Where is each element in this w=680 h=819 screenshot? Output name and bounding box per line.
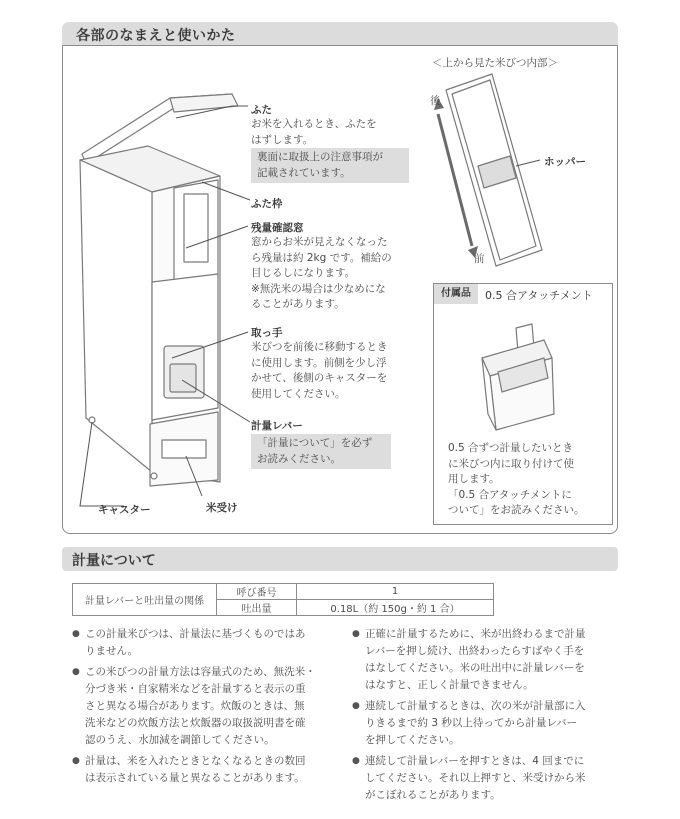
table-cell-value: 0.18L（約 150g・約 1 合） xyxy=(297,600,494,616)
label-window: 残量確認窓 xyxy=(251,222,304,234)
notes-left-column xyxy=(72,626,347,791)
label-tray: 米受け xyxy=(206,502,238,514)
measurement-section-title: 計量について xyxy=(72,553,156,569)
notes-right-column xyxy=(352,626,622,808)
desc-lid: お米を入れるとき、ふたを はずします。 xyxy=(251,118,377,146)
front-label: 前 xyxy=(474,253,485,265)
label-caster: キャスター xyxy=(98,504,151,516)
list-item: ● この計量米びつは、計量法に基づくものではあ りません。 xyxy=(72,626,347,660)
label-lid-frame: ふた枠 xyxy=(251,198,283,210)
table-cell-value: 1 xyxy=(297,584,494,600)
table-cell-label: 吐出量 xyxy=(217,600,297,616)
table-cell-label: 呼び番号 xyxy=(217,584,297,600)
attachment-illustration xyxy=(474,318,584,436)
accessory-desc: 0.5 合ずつ計量したいとき に米びつ内に取り付けて使 用します。 「0.5 合アタッチメントに ついて」をお読みください。 xyxy=(448,442,585,516)
note-lever: 「計量について」を必ず お読みください。 xyxy=(251,434,391,469)
hopper-label: ホッパー xyxy=(544,156,586,168)
list-item: ● 計量は、米を入れたときとなくなるときの数回 は表示されている量と異なることがあります。 xyxy=(72,753,347,787)
table-row xyxy=(73,584,494,600)
label-handle: 取っ手 xyxy=(251,327,283,339)
measurement-table xyxy=(72,583,494,616)
parts-section-title: 各部のなまえと使いかた xyxy=(76,28,236,44)
top-view-caption: ＜上から見た米びつ内部＞ xyxy=(432,57,558,69)
top-view-diagram xyxy=(420,70,610,270)
label-lever: 計量レバー xyxy=(251,420,303,432)
desc-window: 窓からお米が見えなくなった ら残量は約 2kg です。補給の 目じるしになります。 ※無洗米の場合は少なめにな ることがあります。 xyxy=(251,236,392,310)
back-label: 後 xyxy=(430,95,441,107)
note-lid: 裏面に取扱上の注意事項が 記載されています。 xyxy=(251,148,409,183)
list-item: ● 連続して計量するときは、次の米が計量部に入 りきるまで約 3 秒以上待ってから計量レバー を押してください。 xyxy=(352,698,622,749)
list-item: ● 連続して計量レバーを押すときは、4 回までに してください。それ以上押すと、米受けから米 がこぼれることがあります。 xyxy=(352,753,622,804)
list-item: ● 正確に計量するために、米が出終わるまで計量 レバーを押し続け、出終わったらすばやく手を はなしてください。米の吐出中に計量レバーを はなすと、正しく計量できません。 xyxy=(352,626,622,694)
list-item: ● この米びつの計量方法は容量式のため、無洗米・ 分づき米・自家精米などを計量すると表示の重 さと異なる場合があります。炊飯のときは、無 洗米などの炊飯方法と炊飯器の取扱説明書を確 認のうえ、水加減を調節してください。 xyxy=(72,664,347,749)
accessory-title: 0.5 合アタッチメント xyxy=(485,289,593,302)
label-lid: ふた xyxy=(251,104,272,116)
desc-handle: 米びつを前後に移動するとき に使用します。前側を少し浮 かせて、後側のキャスターを 使用してください。 xyxy=(251,341,388,400)
table-row-header: 計量レバーと吐出量の関係 xyxy=(73,584,217,616)
accessory-tag: 付属品 xyxy=(434,284,478,304)
